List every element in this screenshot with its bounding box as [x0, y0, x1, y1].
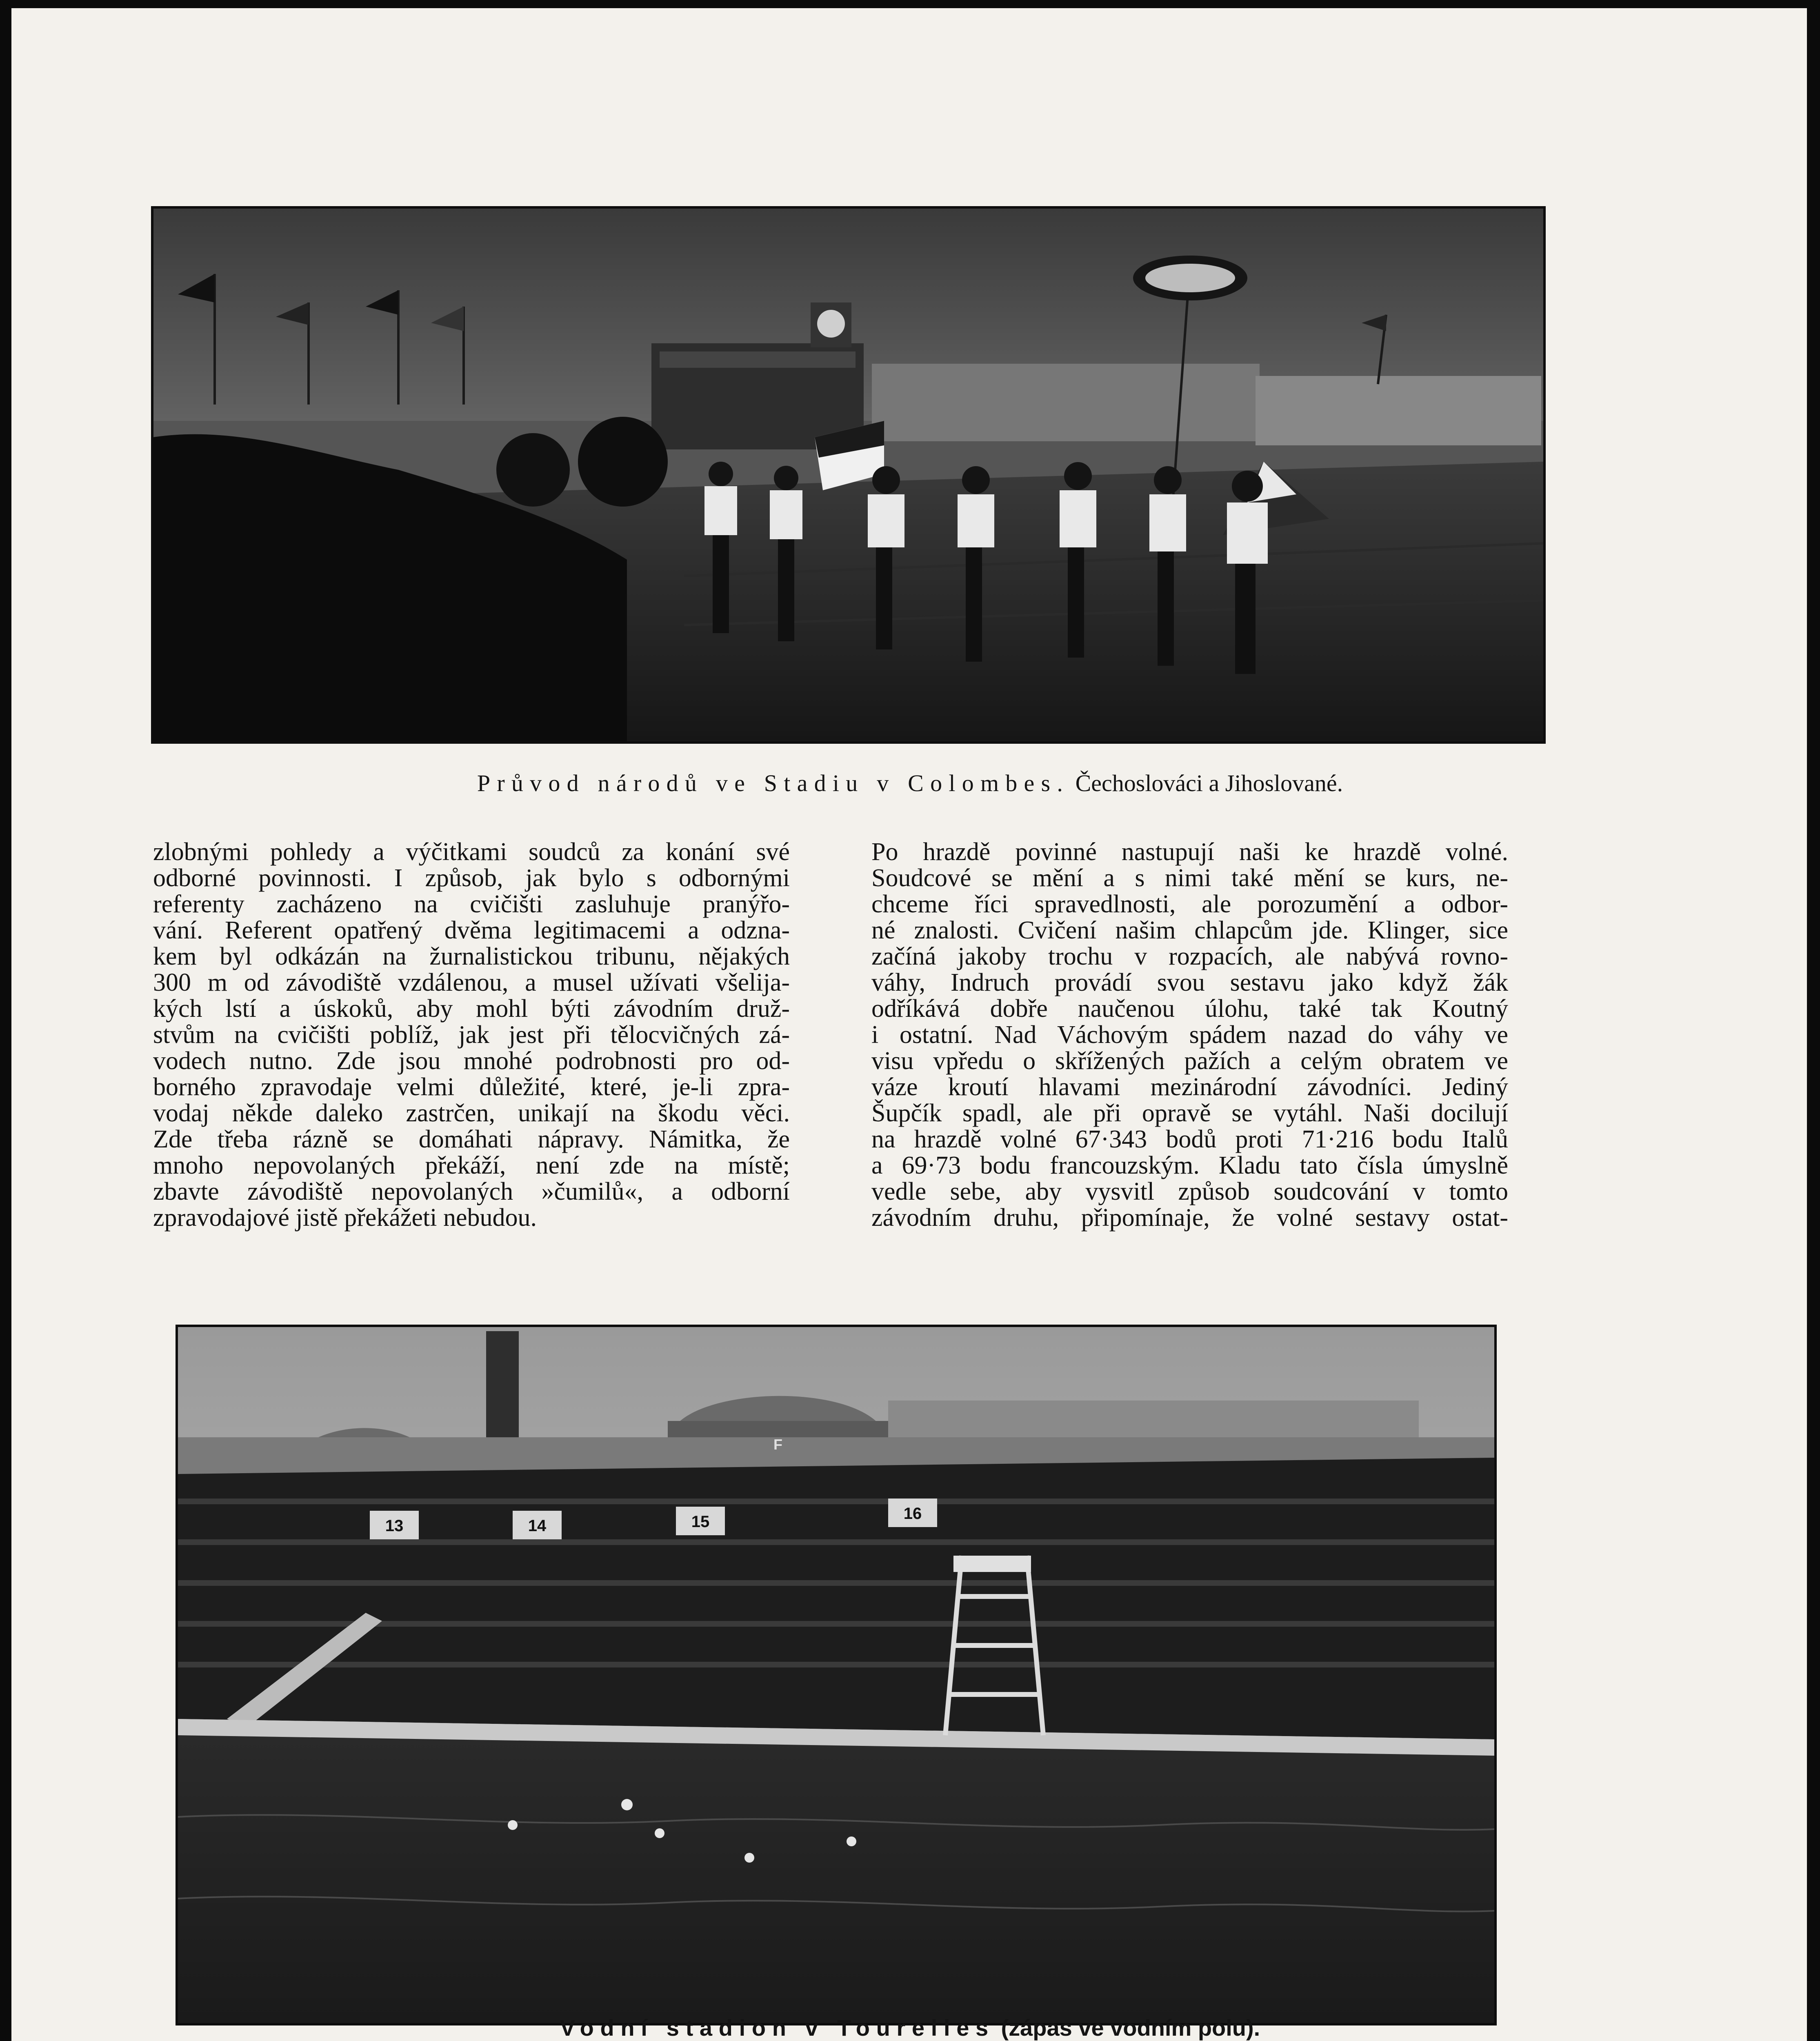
- right-line-14: vedle sebe, aby vysvitl způsob soudcování v tomto: [871, 1178, 1508, 1205]
- photo-water-stadium-illustration: [178, 1327, 1494, 2023]
- caption-water-stadium: [0, 2014, 1820, 2041]
- right-line-6: váhy, Indruch provádí svou sestavu jako když žák: [871, 969, 1508, 996]
- caption-water-rest: (zápas ve vodním polu).: [1001, 2015, 1260, 2041]
- left-line-9: vodech nutno. Zde jsou mnohé podrobnosti pro od-: [153, 1047, 790, 1075]
- sector-number-15: 15: [691, 1513, 710, 1531]
- right-line-10: váze kroutí hlavami mezinárodní závodníci. Jediný: [871, 1073, 1508, 1101]
- photo-parade-colombes: [151, 206, 1546, 744]
- photo-parade-illustration: [153, 209, 1543, 741]
- caption-parade-rest: Čechoslováci a Jihoslované.: [1075, 770, 1343, 796]
- sector-number-13: 13: [385, 1517, 404, 1535]
- caption-water-spaced: Vodní stadion v Tourelles: [560, 2015, 995, 2041]
- scan-border-right: [1807, 0, 1820, 2041]
- text-column-right: [871, 839, 1508, 1231]
- left-line-15: zpravodajové jistě překážeti nebudou.: [153, 1204, 537, 1232]
- scan-border-top: [0, 0, 1820, 8]
- left-line-14: zbavte závodiště nepovolaných »čumilů«, a odborní: [153, 1178, 790, 1205]
- photo-water-stadium-tourelles: [176, 1325, 1497, 2025]
- right-line-8: i ostatní. Nad Váchovým spádem nazad do váhy ve: [871, 1021, 1508, 1049]
- right-line-9: visu vpředu o skřížených pažích a celým obratem ve: [871, 1047, 1508, 1075]
- scan-border-left: [0, 0, 11, 2041]
- right-line-5: začíná jakoby trochu v rozpacích, ale nabývá rovno-: [871, 943, 1508, 970]
- caption-parade-spaced: Průvod národů ve Stadiu v Colombes.: [477, 770, 1070, 796]
- right-line-13: a 69·73 bodu francouzským. Kladu tato čísla úmyslně: [871, 1152, 1508, 1179]
- left-line-5: kem byl odkázán na žurnalistickou tribunu, nějakých: [153, 943, 790, 970]
- left-line-2: odborné povinnosti. I způsob, jak bylo s odbornými: [153, 864, 790, 892]
- left-line-6: 300 m od závodiště vzdálenou, a musel užívati všelija-: [153, 969, 790, 996]
- left-line-10: borného zpravodaje velmi důležité, které, je-li zpra-: [153, 1073, 790, 1101]
- right-line-1: Po hrazdě povinné nastupují naši ke hrazdě volné.: [871, 838, 1508, 866]
- right-line-4: né znalosti. Cvičení našim chlapcům jde. Klinger, sice: [871, 916, 1508, 944]
- left-line-11: vodaj někde daleko zastrčen, unikají na škodu věci.: [153, 1099, 790, 1127]
- left-line-4: vání. Referent opatřený dvěma legitimacemi a odzna-: [153, 916, 790, 944]
- right-line-7: odříkává dobře naučenou úlohu, také tak Koutný: [871, 995, 1508, 1023]
- left-line-7: kých lstí a úskoků, aby mohl býti závodním druž-: [153, 995, 790, 1023]
- sector-number-14: 14: [528, 1517, 547, 1535]
- text-column-left: [153, 839, 790, 1231]
- right-line-12: na hrazdě volné 67·343 bodů proti 71·216 bodu Italů: [871, 1125, 1508, 1153]
- right-line-15: závodním druhu, připomínaje, že volné sestavy ostat-: [871, 1204, 1508, 1232]
- sector-number-16: 16: [903, 1505, 922, 1523]
- left-line-8: stvům na cvičišti poblíž, jak jest při tělocvičných zá-: [153, 1021, 790, 1049]
- caption-parade-colombes: [0, 769, 1820, 797]
- sign-letter-f: F: [773, 1436, 782, 1453]
- right-line-3: chceme říci spravedlnosti, ale porozumění a odbor-: [871, 890, 1508, 918]
- left-line-12: Zde třeba rázně se domáhati nápravy. Námitka, že: [153, 1125, 790, 1153]
- right-line-11: Šupčík spadl, ale při opravě se vytáhl. Naši docilují: [871, 1099, 1508, 1127]
- left-line-1: zlobnými pohledy a výčitkami soudců za konání své: [153, 838, 790, 866]
- left-line-13: mnoho nepovolaných překáží, není zde na místě;: [153, 1152, 790, 1179]
- right-line-2: Soudcové se mění a s nimi také mění se kurs, ne-: [871, 864, 1508, 892]
- left-line-3: referenty zacházeno na cvičišti zasluhuje pranýřo-: [153, 890, 790, 918]
